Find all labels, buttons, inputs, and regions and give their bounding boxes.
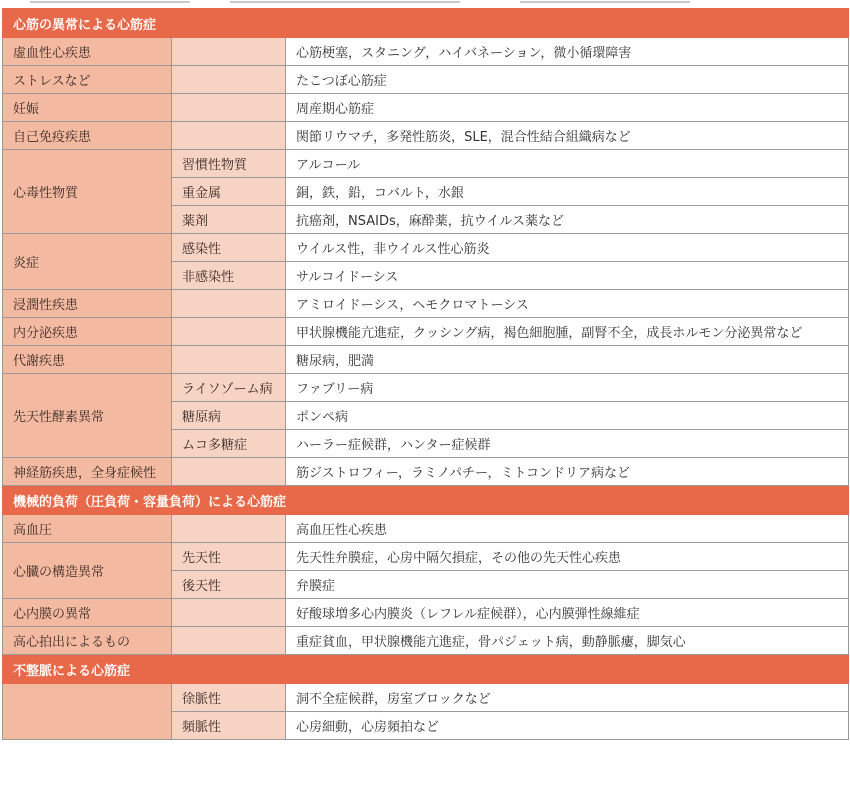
category-cell: 神経筋疾患，全身症候性 [3, 458, 172, 486]
subcategory-cell: 感染性 [172, 234, 286, 262]
description-cell: 高血圧性心疾患 [286, 515, 849, 543]
category-cell: 代謝疾患 [3, 346, 172, 374]
subcategory-cell [172, 38, 286, 66]
description-cell: ポンペ病 [286, 402, 849, 430]
category-cell: 心臓の構造異常 [3, 543, 172, 599]
category-cell: 先天性酵素異常 [3, 374, 172, 458]
category-cell: 炎症 [3, 234, 172, 290]
subcategory-cell [172, 627, 286, 655]
subcategory-cell: ムコ多糖症 [172, 430, 286, 458]
category-cell: 虚血性心疾患 [3, 38, 172, 66]
description-cell: 弁膜症 [286, 571, 849, 599]
description-cell: 抗癌剤，NSAIDs，麻酔薬，抗ウイルス薬など [286, 206, 849, 234]
cardiomyopathy-classification-table [2, 8, 849, 740]
subcategory-cell [172, 515, 286, 543]
subcategory-cell: 重金属 [172, 178, 286, 206]
table-row [3, 150, 849, 178]
subcategory-cell [172, 290, 286, 318]
table-row [3, 290, 849, 318]
description-cell: ハーラー症候群，ハンター症候群 [286, 430, 849, 458]
subcategory-cell: 薬剤 [172, 206, 286, 234]
description-cell: 重症貧血，甲状腺機能亢進症，骨パジェット病，動静脈瘻，脚気心 [286, 627, 849, 655]
description-cell: 銅，鉄，鉛，コバルト，水銀 [286, 178, 849, 206]
category-cell: 高血圧 [3, 515, 172, 543]
table-row [3, 122, 849, 150]
category-cell: 自己免疫疾患 [3, 122, 172, 150]
table-row [3, 66, 849, 94]
table-row [3, 543, 849, 571]
description-cell: ウイルス性，非ウイルス性心筋炎 [286, 234, 849, 262]
description-cell: ファブリー病 [286, 374, 849, 402]
description-cell: 心房細動，心房頻拍など [286, 712, 849, 740]
subcategory-cell: 後天性 [172, 571, 286, 599]
description-cell: たこつぼ心筋症 [286, 66, 849, 94]
description-cell: 心筋梗塞，スタニング，ハイバネーション，微小循環障害 [286, 38, 849, 66]
category-cell [3, 684, 172, 740]
category-cell: 心毒性物質 [3, 150, 172, 234]
table-row [3, 515, 849, 543]
section-header: 不整脈による心筋症 [3, 655, 849, 684]
subcategory-cell [172, 346, 286, 374]
description-cell: 関節リウマチ，多発性筋炎，SLE，混合性結合組織病など [286, 122, 849, 150]
table-row [3, 318, 849, 346]
subcategory-cell: 先天性 [172, 543, 286, 571]
subcategory-cell: 習慣性物質 [172, 150, 286, 178]
subcategory-cell [172, 458, 286, 486]
subcategory-cell: 徐脈性 [172, 684, 286, 712]
description-cell: 糖尿病，肥満 [286, 346, 849, 374]
description-cell: 洞不全症候群，房室ブロックなど [286, 684, 849, 712]
table-row [3, 627, 849, 655]
table-row [3, 94, 849, 122]
subcategory-cell [172, 599, 286, 627]
subcategory-cell: 非感染性 [172, 262, 286, 290]
description-cell: 筋ジストロフィー，ラミノパチー，ミトコンドリア病など [286, 458, 849, 486]
subcategory-cell [172, 318, 286, 346]
category-cell: 妊娠 [3, 94, 172, 122]
description-cell: 周産期心筋症 [286, 94, 849, 122]
section-header-row [3, 486, 849, 515]
category-cell: 内分泌疾患 [3, 318, 172, 346]
description-cell: 甲状腺機能亢進症，クッシング病，褐色細胞腫，副腎不全，成長ホルモン分泌異常など [286, 318, 849, 346]
description-cell: アミロイドーシス，ヘモクロマトーシス [286, 290, 849, 318]
subcategory-cell: 頻脈性 [172, 712, 286, 740]
table-row [3, 38, 849, 66]
subcategory-cell: ライソゾーム病 [172, 374, 286, 402]
category-cell: 高心拍出によるもの [3, 627, 172, 655]
table-row [3, 599, 849, 627]
section-header: 機械的負荷（圧負荷・容量負荷）による心筋症 [3, 486, 849, 515]
description-cell: サルコイドーシス [286, 262, 849, 290]
category-cell: ストレスなど [3, 66, 172, 94]
description-cell: 好酸球増多心内膜炎（レフレル症候群），心内膜弾性線維症 [286, 599, 849, 627]
section-header-row [3, 9, 849, 38]
table-row [3, 234, 849, 262]
description-cell: アルコール [286, 150, 849, 178]
top-cropped-line [0, 0, 850, 5]
description-cell: 先天性弁膜症，心房中隔欠損症，その他の先天性心疾患 [286, 543, 849, 571]
subcategory-cell: 糖原病 [172, 402, 286, 430]
table-row [3, 374, 849, 402]
subcategory-cell [172, 66, 286, 94]
section-header: 心筋の異常による心筋症 [3, 9, 849, 38]
category-cell: 心内膜の異常 [3, 599, 172, 627]
table-row [3, 684, 849, 712]
subcategory-cell [172, 94, 286, 122]
category-cell: 浸潤性疾患 [3, 290, 172, 318]
subcategory-cell [172, 122, 286, 150]
section-header-row [3, 655, 849, 684]
table-row [3, 346, 849, 374]
table-row [3, 458, 849, 486]
